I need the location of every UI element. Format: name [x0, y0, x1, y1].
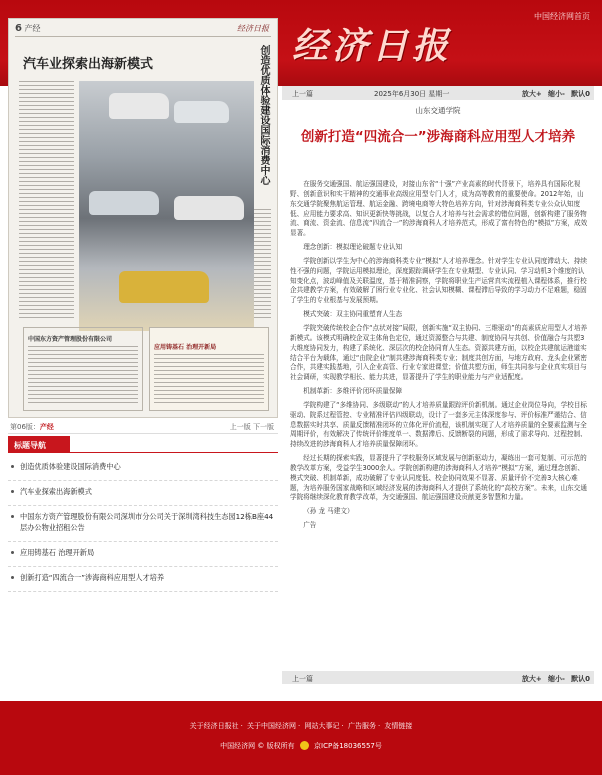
- divider: [8, 452, 278, 453]
- article-date: 2025年6月30日 星期一: [374, 90, 450, 98]
- car-photo: [174, 196, 244, 220]
- font-default-button[interactable]: 默认0: [571, 675, 590, 683]
- font-large-button[interactable]: 放大+: [521, 675, 542, 683]
- newspaper-logo[interactable]: 经济日报: [292, 25, 453, 67]
- paper-page-number: 6: [15, 23, 22, 34]
- font-size-controls: [518, 674, 590, 684]
- headline-item[interactable]: 应用铸基石 治理开新局: [8, 547, 278, 567]
- paper-name: 经济日报: [237, 24, 269, 33]
- paper-ad-title: 中国东方资产管理股份有限公司: [28, 336, 113, 343]
- article-subheading: 理念创新：模拟理论破题专业认知: [303, 243, 403, 252]
- edition-nav: [8, 420, 278, 434]
- icp-number[interactable]: 京ICP备18036557号: [314, 742, 382, 750]
- article-subheading: 模式突破：双主协同重塑育人生态: [303, 310, 403, 319]
- footer-links: 关于经济日报社 · 关于中国经济网 · 网站大事记 · 广告服务 · 友情链接: [189, 722, 413, 730]
- article-ad-label: 广告: [303, 521, 317, 530]
- article-title: 创新打造“四流合一”涉海商科应用型人才培养: [300, 129, 576, 145]
- headline-nav: [8, 436, 278, 597]
- edition-label: 第06版：产经: [10, 423, 54, 431]
- paper-vertical-title[interactable]: 创造优质体验建设国际消费中心: [258, 45, 269, 185]
- edition-name[interactable]: 产经: [39, 423, 54, 431]
- home-link[interactable]: 中国经济网首页: [534, 12, 590, 21]
- edition-pager[interactable]: 上一版 下一版: [229, 423, 274, 431]
- article-paragraph: 学院突破传统校企合作“点状对接”局限，创新实施“双主协同、三维驱动”的高素质应用型人才培养新模式。该模式明确校企双主体角色定位，通过资源整合与共建、制度协同与共创、价值融合与共塑3大维度协同发力，构建了系统化、深层次的校企协同育人生态。资源共建方面，以校企共建航运港道实结合平台为载体，通过“由院企业”制共建涉海商科类专业；制度共创方面，与地方政府、龙头企业紧密合作，共建实践基地，引入企业高管、行业专家进课堂；价值共塑方面，师生共同参与企业真实项目与社会调研，实现教学相长、能力共进，显著提升了学生的职业能力与产业适配度。: [290, 323, 588, 382]
- copyright-text: 中国经济网 © 版权所有: [220, 742, 295, 750]
- site-footer: [0, 701, 602, 775]
- paper-page-header: [15, 23, 271, 37]
- paper-headline[interactable]: 汽车业探索出海新模式: [23, 57, 154, 72]
- font-small-button[interactable]: 缩小-: [547, 675, 565, 683]
- paper-text-column: [28, 346, 138, 406]
- headline-list: [8, 461, 278, 592]
- article-author: （孙 龙 马建文）: [303, 507, 354, 516]
- article-source: 山东交通学院: [415, 106, 461, 115]
- footer-link[interactable]: 关于中国经济网: [247, 722, 297, 730]
- prev-article-link[interactable]: 上一篇: [292, 90, 313, 98]
- headline-item[interactable]: 创造优质体验建设国际消费中心: [8, 461, 278, 481]
- footer-link[interactable]: 友情链接: [384, 722, 413, 730]
- article-paragraph: 学院创新以学生为中心的涉海商科类专业“模拟”人才培养理念。针对学生专业认同度滞动大、持续性不强的问题，学院运用模拟理论，深度跟踪调研学生在专业期型、专业认同、学习动机3个维度的认知变化点，波动峰值及关联温度，基于精准洞察，学院将职业生产运营真实流程植入课程体系，推行校企共建教学方案，有效破解了困行业专业化、社会认知模糊、课程滞后导致的学习动力不足难题，稳固了学生的专业根基与发展预期。: [290, 256, 587, 305]
- font-size-controls: [518, 89, 590, 99]
- headline-item[interactable]: 创新打造“四流合一”涉海商科应用型人才培养: [8, 572, 278, 592]
- article-subheading: 机制革新：多维评价闭环质量保障: [303, 387, 403, 396]
- headline-item[interactable]: 汽车业探索出海新模式: [8, 486, 278, 506]
- car-photo: [89, 191, 159, 215]
- article-paragraph: 在服务交通强国、航运强国建设，对接山东省“十强”产业高素的时代背景下，培养具有国际化视野、创新意识和实干精神的交通事业高级应用型专门人才，成为高等教育的重要使命。2012年始，山东交通学院聚焦航运管理、航运金融、跨境电商等大特色培养方向，针对涉海商科类专业公众认知度低、应用能力要求高、知识更新快等挑战，以复合人才培养与社会需求的错位问题，创新构建了服务物流、商流、资金流、信息流“四流合一”的涉海商科人才培养范式，形成了富有特色的“模拟”方案，成效显著。: [290, 180, 588, 238]
- article-toolbar: [282, 86, 594, 100]
- car-photo: [109, 93, 169, 119]
- newspaper-page-image[interactable]: [8, 18, 278, 418]
- article-footer-toolbar: [282, 671, 594, 684]
- font-small-button[interactable]: 缩小-: [547, 90, 565, 98]
- car-photo: [119, 271, 209, 303]
- car-photo: [174, 101, 229, 123]
- paper-photo-collage[interactable]: [79, 81, 254, 331]
- paper-page-label: 产经: [24, 24, 41, 33]
- article-body: [290, 180, 590, 535]
- paper-text-column: [154, 354, 264, 406]
- paper-ad-block[interactable]: [149, 327, 269, 411]
- paper-ad-block[interactable]: [23, 327, 143, 411]
- prev-article-link[interactable]: 上一篇: [292, 675, 313, 683]
- police-badge-icon: [300, 741, 309, 750]
- footer-link[interactable]: 关于经济日报社: [189, 722, 239, 730]
- paper-text-column: [19, 81, 74, 321]
- article-paragraph: 经过长期的探索实践，显著提升了学校服务区域发展与创新驱动力，凝练出一套可复制、可示范的教学改革方案，受益学生3000余人。学院创新构建的涉海商科人才培养“模拟”方案，通过理念创新、模式突破、机制革新，成功破解了专业认同度低、校企协同效果不显著、质量评价不完善3大核心难题，为培养服务国家战略和区域经济发展的涉海商科人才提供了系统化的“高校方案”。未来，山东交通学院将继续深化教育教学改革，为交通强国、航运强国建设贡献更多智慧和力量。: [290, 454, 587, 502]
- headline-nav-title: 标题导航: [8, 436, 70, 453]
- footer-copyright: [0, 741, 602, 751]
- font-default-button[interactable]: 默认0: [571, 90, 590, 98]
- article-paragraph: 学院构建了“多维协同、多级联动”的人才培养质量跟踪评价新机制。通过企业岗位导向，学校目标驱动、院系过程管控、专业精准评估四级联动，设计了一套多元主体深度参与、评价标准严谨结合、信息数据实时共享、质量反馈精准闭环的立体化评价流程，该机制实现了人才培养质量的全要素监测与全周期评价，有效解决了传统评价维度单一、数据滞后、反馈断裂的问题，形成了需求导向、过程控制、持续改进的涉海商科人才培养质量保障闭环。: [290, 400, 587, 449]
- paper-ad-title: 应用铸基石 治理开新局: [154, 344, 217, 351]
- footer-link[interactable]: 广告服务: [347, 722, 376, 730]
- footer-link[interactable]: 网站大事记: [304, 722, 340, 730]
- font-large-button[interactable]: 放大+: [521, 90, 542, 98]
- headline-item[interactable]: 中国东方资产管理股份有限公司深圳市分公司关于深圳湾科技生态园12栋B座44层办公物业招租公告: [8, 511, 278, 542]
